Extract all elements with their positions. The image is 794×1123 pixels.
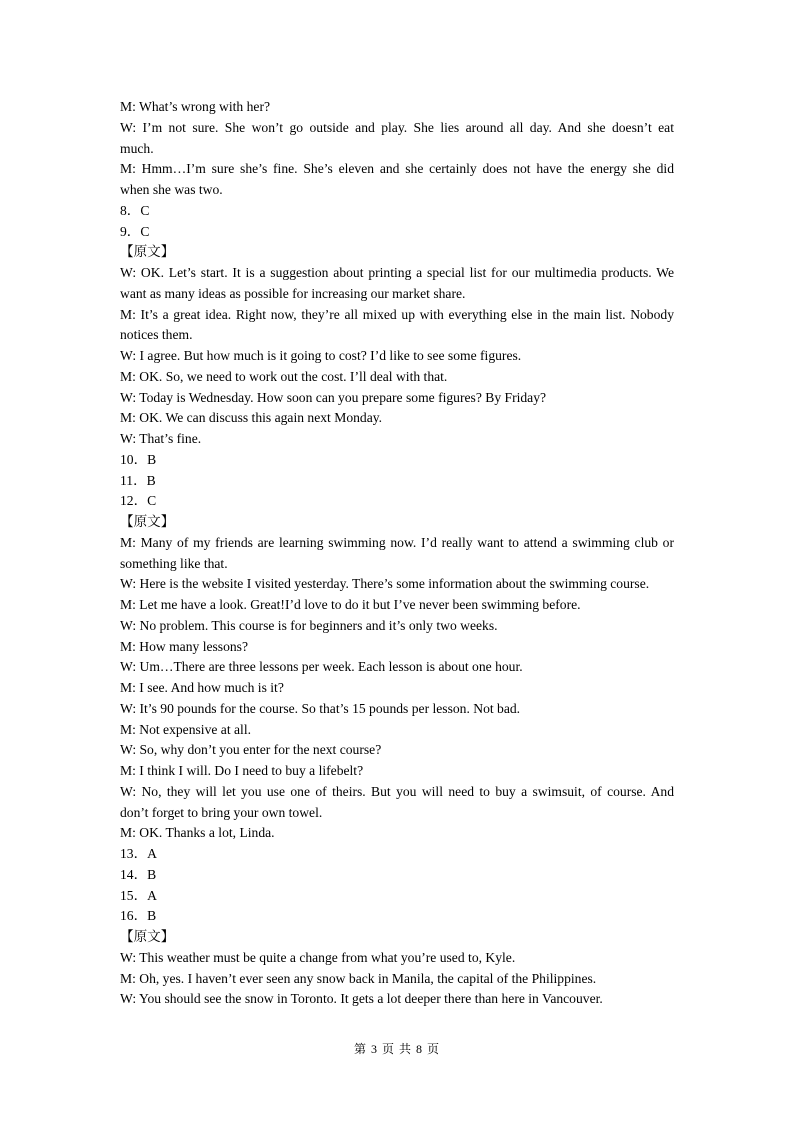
text-line: much. bbox=[120, 140, 154, 156]
text-line: want as many ideas as possible for increasing our market share. bbox=[120, 285, 466, 301]
text-line: M: It’s a great idea. Right now, they’re all mixed up with everything else in the main list. Nobody bbox=[120, 306, 674, 322]
text-line: 14．B bbox=[120, 866, 157, 882]
text-line: M: OK. We can discuss this again next Monday. bbox=[120, 410, 383, 426]
text-line: W: OK. Let’s start. It is a suggestion about printing a special list for our multimedia products. We bbox=[120, 265, 674, 280]
text-line: notices them. bbox=[120, 327, 193, 343]
text-line: M: OK. So, we need to work out the cost. I’ll deal with that. bbox=[120, 368, 448, 384]
text-line: M: I think I will. Do I need to buy a lifebelt? bbox=[120, 763, 364, 778]
text-line: W: No problem. This course is for beginners and it’s only two weeks. bbox=[120, 617, 498, 633]
text-line: 12．C bbox=[120, 493, 157, 509]
text-line: 【原文】 bbox=[120, 929, 175, 944]
text-line: M: Oh, yes. I haven’t ever seen any snow back in Manila, the capital of the Philippines. bbox=[120, 970, 597, 986]
text-line: W: This weather must be quite a change from what you’re used to, Kyle. bbox=[120, 949, 516, 965]
text-line: 8．C bbox=[120, 202, 150, 218]
text-line: W: So, why don’t you enter for the next course? bbox=[120, 742, 382, 758]
text-line: 【原文】 bbox=[120, 244, 175, 260]
text-line: W: That’s fine. bbox=[120, 431, 202, 446]
text-line: W: Here is the website I visited yesterday. There’s some information about the swimming course. bbox=[120, 576, 650, 592]
text-line: M: Let me have a look. Great!I’d love to do it but I’ve never been swimming before. bbox=[120, 597, 581, 612]
text-line: M: OK. Thanks a lot, Linda. bbox=[120, 825, 275, 841]
text-line: W: Um…There are three lessons per week. Each lesson is about one hour. bbox=[120, 659, 523, 675]
text-line: 15．A bbox=[120, 887, 158, 903]
text-line: W: It’s 90 pounds for the course. So that’s 15 pounds per lesson. Not bad. bbox=[120, 700, 521, 716]
text-line: 【原文】 bbox=[120, 514, 175, 529]
text-line: M: Many of my friends are learning swimming now. I’d really want to attend a swimming club or bbox=[120, 534, 674, 550]
text-line: don’t forget to bring your own towel. bbox=[120, 804, 323, 820]
text-line: 11．B bbox=[120, 472, 156, 488]
text-line: when she was two. bbox=[120, 182, 223, 197]
text-line: 13．A bbox=[120, 846, 158, 861]
text-line: M: What’s wrong with her? bbox=[120, 99, 271, 114]
text-line: W: I agree. But how much is it going to cost? I’d like to see some figures. bbox=[120, 348, 522, 363]
text-line: something like that. bbox=[120, 555, 228, 571]
text-line: 16．B bbox=[120, 908, 157, 924]
text-line: W: I’m not sure. She won’t go outside and play. She lies around all day. And she doesn’t eat bbox=[120, 119, 674, 135]
text-line: M: Hmm…I’m sure she’s fine. She’s eleven and she certainly does not have the energy she did bbox=[120, 161, 674, 177]
text-line: M: How many lessons? bbox=[120, 638, 248, 654]
text-line: 10．B bbox=[120, 451, 157, 467]
page-footer: 第 3 页 共 8 页 bbox=[353, 1042, 440, 1056]
text-line: W: Today is Wednesday. How soon can you prepare some figures? By Friday? bbox=[120, 389, 547, 405]
text-line: W: You should see the snow in Toronto. It gets a lot deeper there than here in Vancouver. bbox=[120, 991, 603, 1007]
document-body bbox=[120, 97, 674, 1010]
text-line: M: Not expensive at all. bbox=[120, 721, 251, 737]
text-line: W: No, they will let you use one of theirs. But you will need to buy a swimsuit, of course. And bbox=[120, 783, 674, 799]
text-line: M: I see. And how much is it? bbox=[120, 680, 284, 695]
text-line: 9．C bbox=[120, 223, 150, 239]
